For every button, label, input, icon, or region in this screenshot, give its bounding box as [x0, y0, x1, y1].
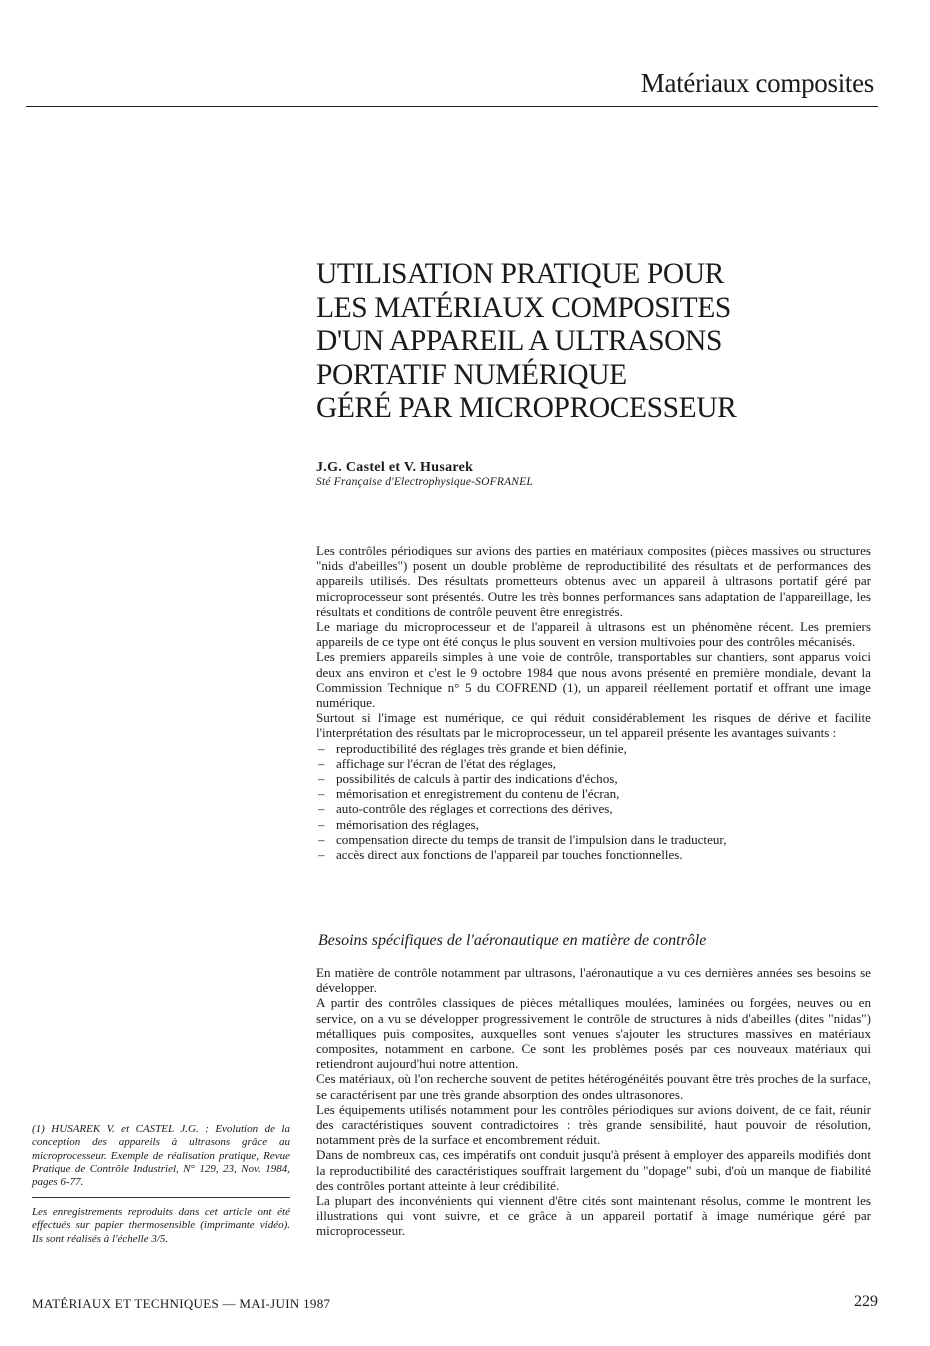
- authors: J.G. Castel et V. Husarek: [316, 460, 474, 475]
- footnote-divider: [32, 1197, 290, 1198]
- abstract-paragraph: Les premiers appareils simples à une voie de contrôle, transportables sur chantiers, sont apparus voici deux ans environ et c'est le 9 octobre 1984 que nous avons présenté en première mondiale, devant la Commission Technique n° 5 du COFREND (1), un appareil réellement portatif et offrant une image numérique.: [316, 649, 871, 711]
- journal-footer: MATÉRIAUX ET TECHNIQUES — MAI-JUIN 1987: [32, 1296, 331, 1311]
- title-line: PORTATIF NUMÉRIQUE: [316, 358, 627, 391]
- list-item: – auto-contrôle des réglages et corrections des dérives,: [316, 801, 871, 816]
- footnote: (1) HUSAREK V. et CASTEL J.G. : Evolution de la conception des appareils à ultrasons grâce au microprocesseur. Exemple de réalisation pratique, Revue Pratique de Contrôle Industriel, N° 129, 23, Nov. 1984, pages 6-77.: [32, 1123, 290, 1189]
- header-divider: [26, 106, 878, 107]
- section-body: [316, 965, 871, 1239]
- body-paragraph: A partir des contrôles classiques de pièces métalliques moulées, laminées ou forgées, neuves ou en service, on a vu se développer progressivement le contrôle de structures à nids d'abeilles (dites "nidas") métalliques puis composites, auxquelles sont venues s'ajouter les structures massives en matériaux composites, notamment en carbone. Ce sont les problèmes posés par ces nouveaux matériaux qui retiendront aujourd'hui notre attention.: [316, 995, 871, 1072]
- abstract-paragraph: Le mariage du microprocesseur et de l'appareil à ultrasons est un phénomène récent. Les premiers appareils de ce type ont été conçus le plus souvent en version multivoies pour des contrôles mécanisés.: [316, 619, 871, 650]
- running-header: Matériaux composites: [640, 68, 874, 98]
- body-paragraph: Dans de nombreux cas, ces impératifs ont conduit jusqu'à présent à employer des appareils modifiés dont la reproductibilité des caractéristiques souffrait largement du "dopage" subi, d'où un manque de fiabilité des contrôles portant atteinte à leur crédibilité.: [316, 1147, 871, 1193]
- body-paragraph: Ces matériaux, où l'on recherche souvent de petites hétérogénéités pouvant être très proches de la surface, se caractérisent par une très grande absorption des ondes ultrasonores.: [316, 1071, 871, 1102]
- abstract-paragraph: Les contrôles périodiques sur avions des parties en matériaux composites (pièces massives ou structures "nids d'abeilles") posent un double problème de reproductibilité des résultats et de performances des appareils utilisés. Des résultats prometteurs obtenus avec un appareil à ultrasons portatif géré par microprocesseur sont présentés. Outre les très bonnes performances sans adaptation de l'appareillage, les résultats et conditions de contrôle peuvent être enregistrés.: [316, 543, 871, 619]
- list-item: – affichage sur l'écran de l'état des réglages,: [316, 756, 871, 771]
- list-item: – compensation directe du temps de transit de l'impulsion dans le traducteur,: [316, 832, 871, 847]
- body-paragraph: Les équipements utilisés notamment pour les contrôles périodiques sur avions doivent, de ce fait, réunir des caractéristiques souvent contradictoires : très grande sensibilité, haut pouvoir de résolution, notamment près de la surface et encombrement réduit.: [316, 1101, 871, 1148]
- title-line: UTILISATION PRATIQUE POUR: [316, 258, 724, 290]
- list-item: – mémorisation et enregistrement du contenu de l'écran,: [316, 786, 871, 801]
- body-paragraph: La plupart des inconvénients qui viennent d'être cités sont maintenant résolus, comme le montrent les illustrations qui vont suivre, et ce grâce à un appareil portatif à image numérique géré par microprocesseur.: [316, 1193, 871, 1239]
- title-line: LES MATÉRIAUX COMPOSITES: [316, 291, 731, 324]
- section-heading: Besoins spécifiques de l'aéronautique en matière de contrôle: [318, 932, 707, 949]
- abstract: [316, 543, 871, 862]
- article-title: [316, 258, 876, 426]
- abstract-paragraph: Surtout si l'image est numérique, ce qui réduit considérablement les risques de dérive et facilite l'interprétation des résultats par le microprocesseur, un tel appareil présente les avantages suivants :: [316, 710, 871, 741]
- list-item: – reproductibilité des réglages très grande et bien définie,: [316, 741, 871, 756]
- list-item: – possibilités de calculs à partir des indications d'échos,: [316, 771, 871, 786]
- title-line: GÉRÉ PAR MICROPROCESSEUR: [316, 392, 737, 424]
- list-item: – accès direct aux fonctions de l'appareil par touches fonctionnelles.: [316, 847, 871, 862]
- advantages-list: [316, 741, 871, 863]
- body-paragraph: En matière de contrôle notamment par ultrasons, l'aéronautique a vu ces dernières années ses besoins se développer.: [316, 965, 871, 996]
- figure-note: Les enregistrements reproduits dans cet article ont été effectués sur papier thermosensible (imprimante vidéo). Ils sont réalisés à l'échelle 3/5.: [32, 1206, 290, 1245]
- page-number: 229: [854, 1293, 878, 1310]
- title-line: D'UN APPAREIL A ULTRASONS: [316, 325, 722, 357]
- list-item: – mémorisation des réglages,: [316, 817, 871, 832]
- affiliation: Sté Française d'Electrophysique-SOFRANEL: [316, 476, 533, 488]
